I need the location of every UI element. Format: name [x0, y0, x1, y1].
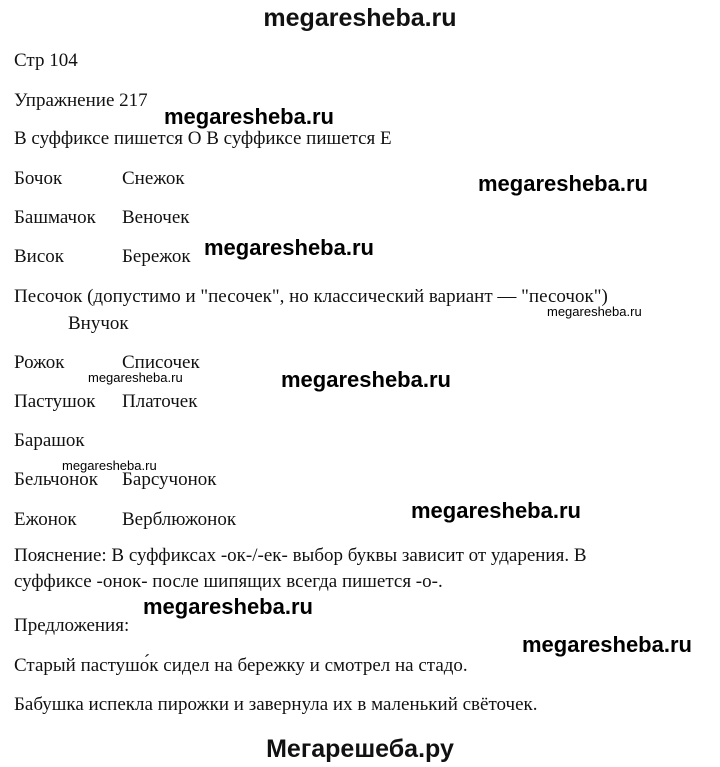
word-e: Барсучонок: [122, 469, 217, 490]
watermark: megaresheba.ru: [62, 458, 157, 473]
word-o: Ежонок: [14, 509, 77, 530]
word-e: Бережок: [122, 246, 191, 267]
sentence: Бабушка испекла пирожки и завернула их в маленький свёточек.: [14, 694, 538, 715]
word-o: Бочок: [14, 168, 63, 189]
word-o: Бельчонок: [14, 469, 98, 490]
word-o: Башмачок: [14, 207, 96, 228]
word-o: Барашок: [14, 430, 85, 451]
word-o: Рожок: [14, 352, 65, 373]
site-footer: Мегарешеба.ру: [266, 735, 454, 763]
sentences-label: Предложения:: [14, 615, 130, 636]
page-number: Стр 104: [14, 50, 78, 71]
word-e: Внучок: [68, 313, 129, 334]
explanation-line: суффиксе -онок- после шипящих всегда пишется -о-.: [14, 571, 443, 592]
watermark: megaresheba.ru: [143, 594, 313, 619]
watermark: megaresheba.ru: [204, 235, 374, 260]
word-e: Верблюжонок: [122, 509, 237, 530]
exercise-title: Упражнение 217: [14, 90, 148, 111]
watermark: megaresheba.ru: [411, 498, 581, 523]
word-o: Висок: [14, 246, 65, 267]
word-e: Снежок: [122, 168, 185, 189]
pesochok-line: Песочок (допустимо и "песочек", но классический вариант — "песочок"): [14, 286, 608, 307]
explanation-line: Пояснение: В суффиксах -ок-/-ек- выбор буквы зависит от ударения. В: [14, 545, 587, 566]
watermark: megaresheba.ru: [164, 104, 334, 129]
word-e: Платочек: [122, 391, 198, 412]
word-o: Пастушок: [14, 391, 96, 412]
watermark: megaresheba.ru: [88, 370, 183, 385]
sentence: Старый пастушо́к сидел на бережку и смотрел на стадо.: [14, 655, 468, 676]
watermark: megaresheba.ru: [522, 632, 692, 657]
watermark: megaresheba.ru: [281, 367, 451, 392]
word-e: Веночек: [122, 207, 190, 228]
word-e: Списочек: [122, 352, 200, 373]
columns-heading: В суффиксе пишется О В суффиксе пишется Е: [14, 128, 392, 149]
site-header: megaresheba.ru: [263, 4, 457, 32]
watermark: megaresheba.ru: [547, 304, 642, 319]
watermark: megaresheba.ru: [478, 171, 648, 196]
